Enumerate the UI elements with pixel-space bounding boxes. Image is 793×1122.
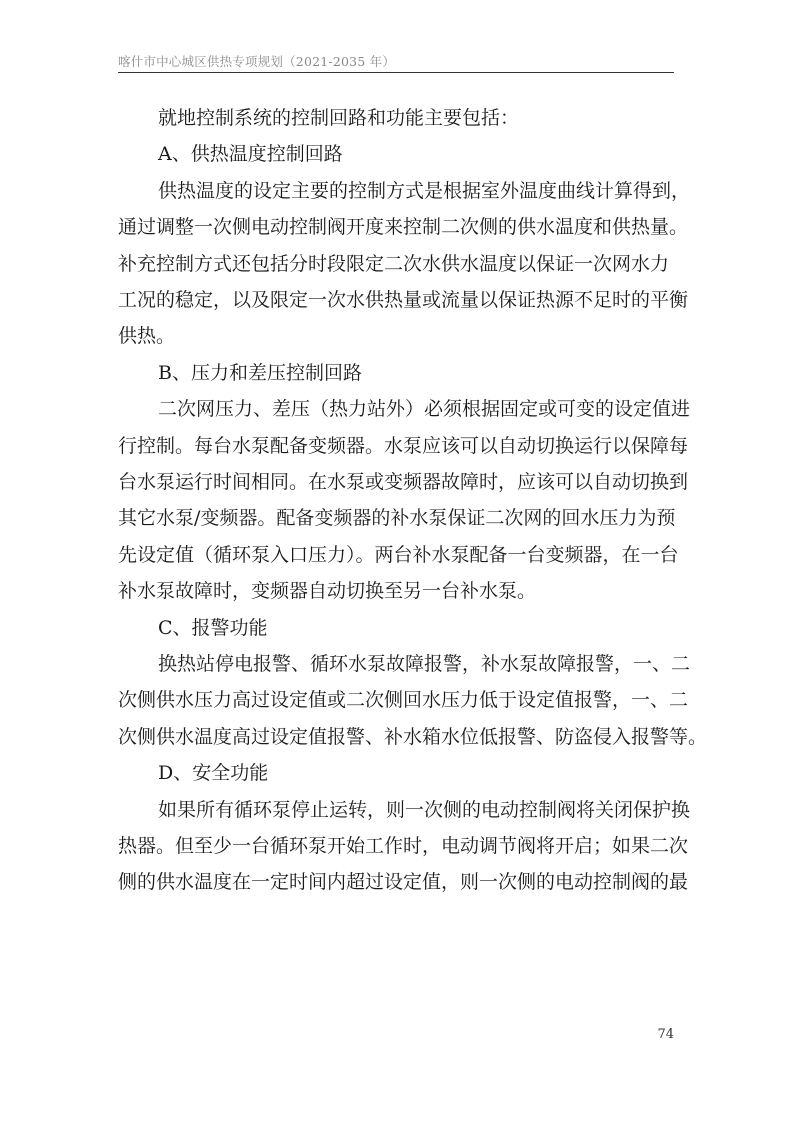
text-line: 通过调整一次侧电动控制阀开度来控制二次侧的供水温度和供热量。 (118, 216, 689, 239)
section-heading: C、报警功能 (158, 616, 268, 639)
section-heading: A、供热温度控制回路 (158, 143, 343, 166)
text-line: 如果所有循环泵停止运转，则一次侧的电动控制阀将关闭保护换 (158, 798, 691, 821)
section-heading: D、安全功能 (158, 762, 269, 785)
text-line: 二次网压力、差压（热力站外）必须根据固定或可变的设定值进 (158, 398, 691, 421)
text-line: 先设定值（循环泵入口压力）。两台补水泵配备一台变频器，在一台 (118, 543, 679, 566)
text-line: 供热。 (118, 325, 176, 348)
text-line: 补水泵故障时，变频器自动切换至另一台补水泵。 (118, 580, 537, 603)
text-line: 其它水泵/变频器。配备变频器的补水泵保证二次网的回水压力为预 (118, 507, 676, 530)
running-header: 喀什市中心城区供热专项规划（2021-2035 年） (118, 54, 396, 69)
section-heading: B、压力和差压控制回路 (158, 361, 362, 384)
text-line: 补充控制方式还包括分时段限定二次水供水温度以保证一次网水力 (118, 252, 670, 275)
text-line: 台水泵运行时间相同。在水泵或变频器故障时，应该可以自动切换到 (118, 471, 689, 493)
text-line: 供热温度的设定主要的控制方式是根据室外温度曲线计算得到， (158, 179, 691, 202)
text-line: 次侧供水压力高过设定值或二次侧回水压力低于设定值报警，一、二 (118, 689, 689, 712)
text-line: 就地控制系统的控制回路和功能主要包括： (158, 107, 520, 129)
text-line: 工况的稳定，以及限定一次水供热量或流量以保证热源不足时的平衡 (118, 289, 689, 311)
text-line: 行控制。每台水泵配备变频器。水泵应该可以自动切换运行以保障每 (118, 434, 689, 457)
text-line: 热器。但至少一台循环泵开始工作时，电动调节阀将开启；如果二次 (118, 835, 689, 857)
text-line: 换热站停电报警、循环水泵故障报警，补水泵故障报警，一、二 (158, 653, 691, 675)
page-number: 74 (657, 1027, 674, 1042)
text-line: 侧的供水温度在一定时间内超过设定值，则一次侧的电动控制阀的最 (118, 871, 689, 894)
text-line: 次侧供水温度高过设定值报警、补水箱水位低报警、防盗侵入报警等。 (118, 725, 708, 748)
